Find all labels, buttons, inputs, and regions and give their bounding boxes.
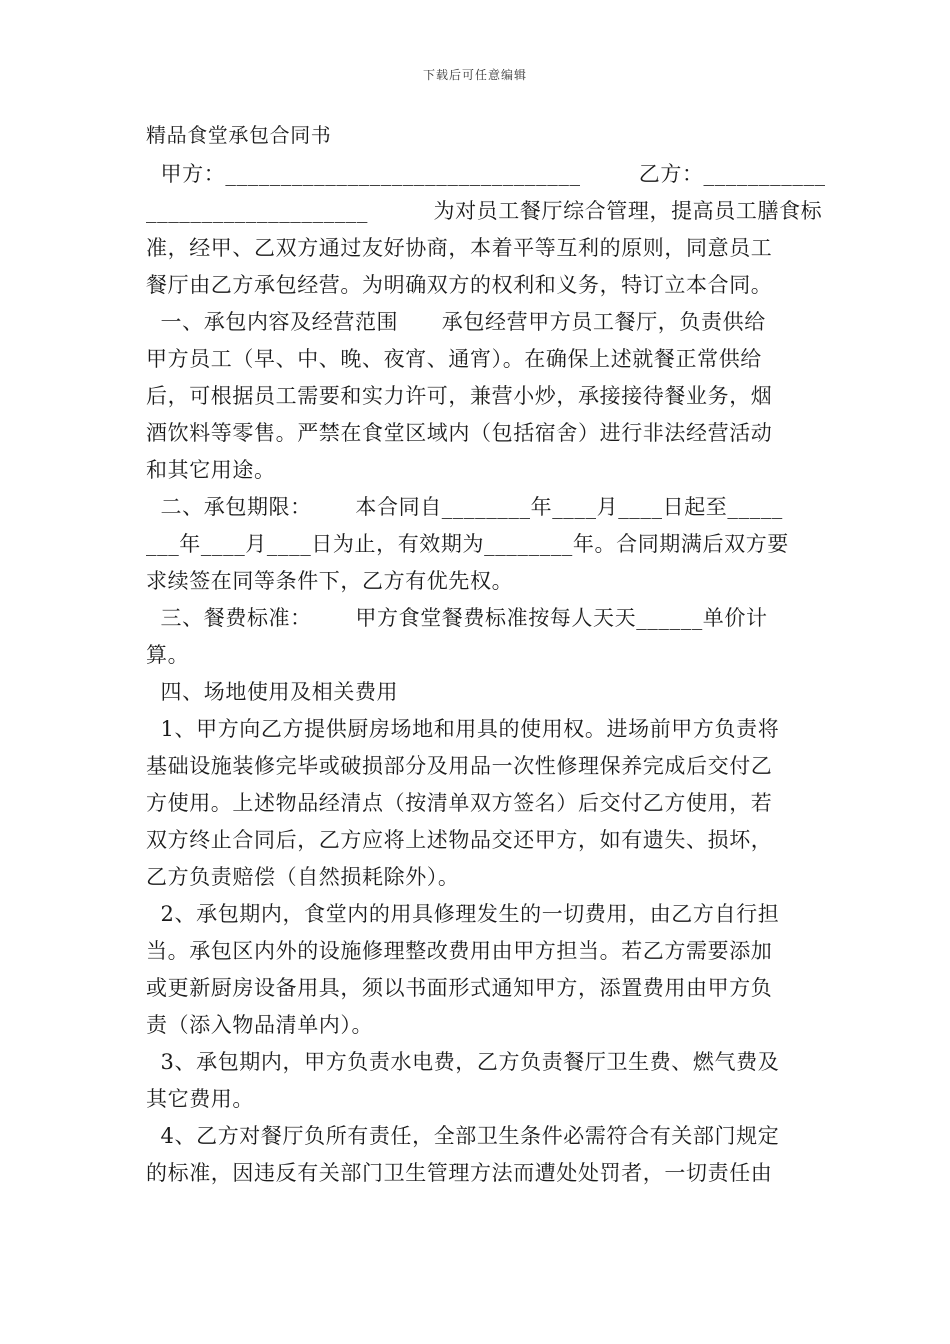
text-line: ____________________ 为对员工餐厅综合管理，提高员工膳食标: [146, 199, 823, 223]
text-line: 3、承包期内，甲方负责水电费，乙方负责餐厅卫生费、燃气费及: [146, 1050, 780, 1074]
text-line: 1、甲方向乙方提供厨房场地和用具的使用权。进场前甲方负责将: [146, 717, 780, 741]
text-line: 的标准，因违反有关部门卫生管理方法而遭处处罚者，一切责任由: [146, 1161, 773, 1185]
text-line: 甲方：________________________________ 乙方：___________: [146, 162, 826, 186]
text-line: 当。承包区内外的设施修理整改费用由甲方担当。若乙方需要添加: [146, 939, 773, 963]
text-line: 乙方负责赔偿（自然损耗除外）。: [146, 865, 460, 889]
text-line: 其它费用。: [146, 1087, 254, 1111]
text-line: 求续签在同等条件下，乙方有优先权。: [146, 569, 514, 593]
text-line: 方使用。上述物品经清点（按清单双方签名）后交付乙方使用，若: [146, 791, 773, 815]
text-line: 责（添入物品清单内）。: [146, 1013, 374, 1037]
document-title: 精品食堂承包合同书: [146, 123, 332, 147]
text-line: 基础设施装修完毕或破损部分及用品一次性修理保养完成后交付乙: [146, 754, 773, 778]
text-line: 和其它用途。: [146, 458, 276, 482]
text-line: 三、餐费标准： 甲方食堂餐费标准按每人天天______单价计: [146, 606, 768, 630]
text-line: 四、场地使用及相关费用: [146, 680, 399, 704]
document-body: [146, 117, 826, 1192]
text-line: 一、承包内容及经营范围 承包经营甲方员工餐厅，负责供给: [146, 310, 766, 334]
text-line: 算。: [146, 643, 190, 667]
text-line: 酒饮料等零售。严禁在食堂区域内（包括宿舍）进行非法经营活动: [146, 421, 773, 445]
text-line: 双方终止合同后，乙方应将上述物品交还甲方，如有遗失、损坏，: [146, 828, 773, 852]
text-line: 4、乙方对餐厅负所有责任，全部卫生条件必需符合有关部门规定: [146, 1124, 780, 1148]
header-note: 下载后可任意编辑: [422, 68, 527, 82]
text-line: 2、承包期内，食堂内的用具修理发生的一切费用，由乙方自行担: [146, 902, 780, 926]
text-line: 餐厅由乙方承包经营。为明确双方的权利和义务，特订立本合同。: [146, 273, 773, 297]
text-line: ___年____月____日为止，有效期为________年。合同期满后双方要: [146, 532, 789, 556]
text-line: 准，经甲、乙双方通过友好协商，本着平等互利的原则，同意员工: [146, 236, 773, 260]
text-line: 二、承包期限： 本合同自________年____月____日起至_____: [146, 495, 783, 519]
text-line: 甲方员工（早、中、晚、夜宵、通宵）。在确保上述就餐正常供给: [146, 347, 762, 371]
text-line: 或更新厨房设备用具，须以书面形式通知甲方，添置费用由甲方负: [146, 976, 773, 1000]
text-line: 后，可根据员工需要和实力许可，兼营小炒，承接接待餐业务，烟: [146, 384, 773, 408]
